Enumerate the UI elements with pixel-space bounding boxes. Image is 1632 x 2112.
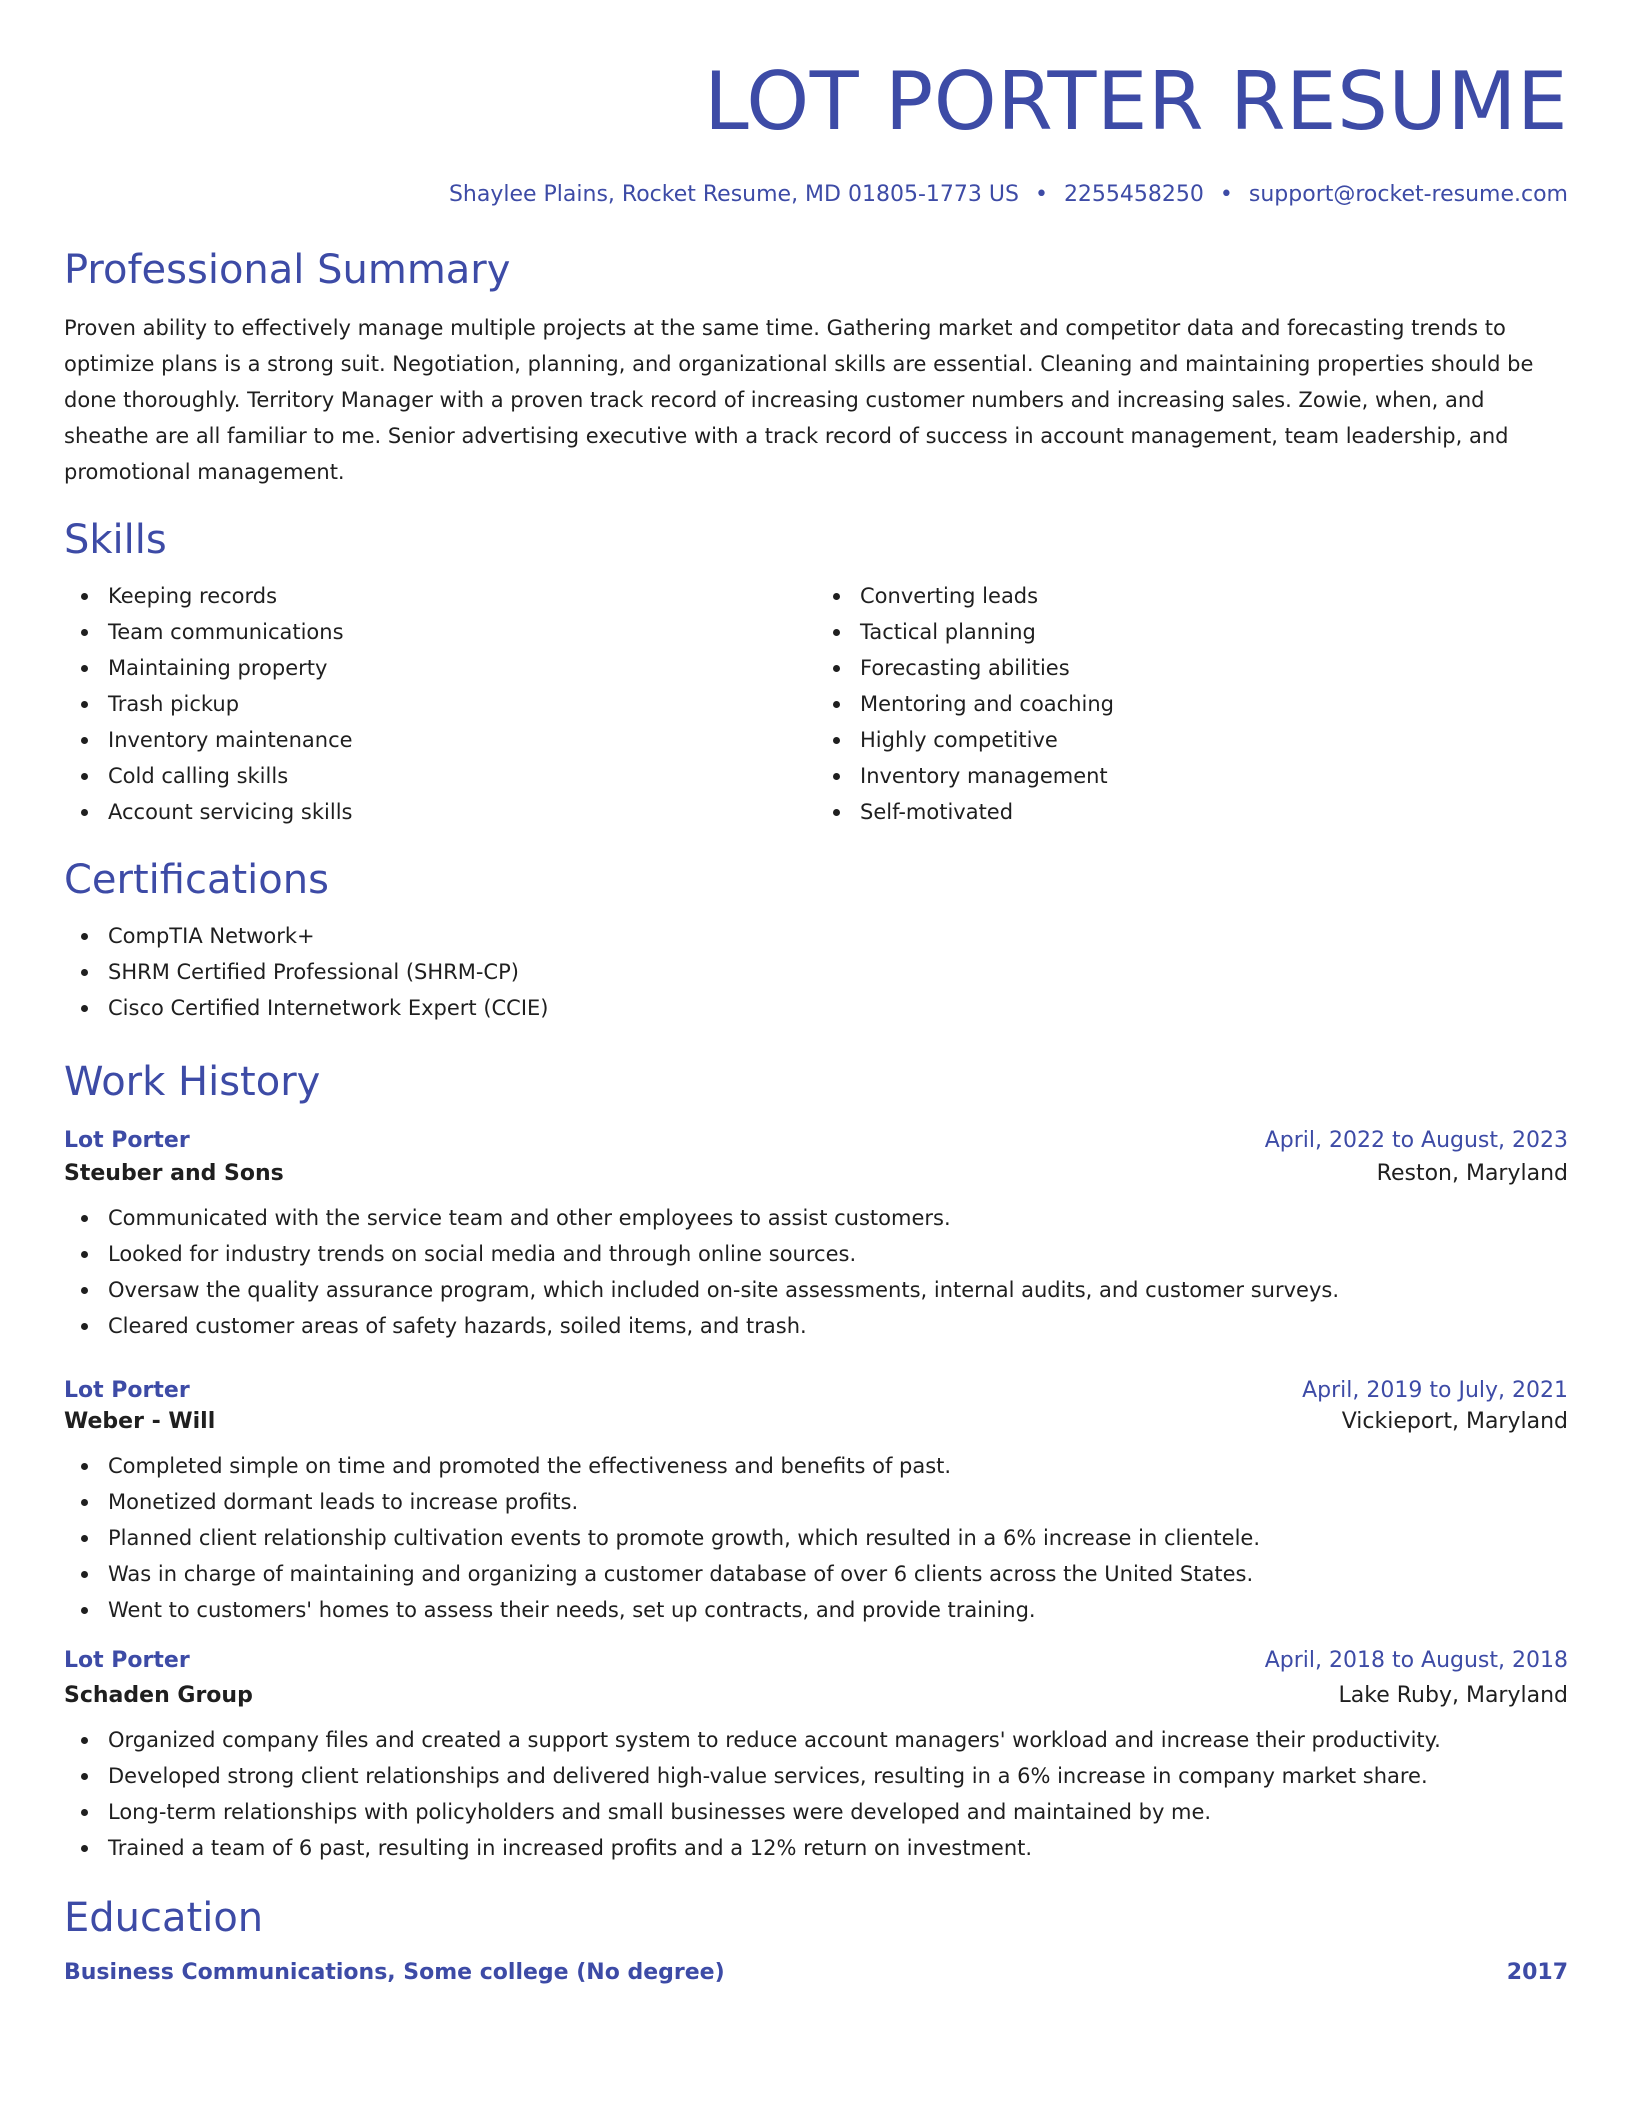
- skills-grid: [64, 578, 1568, 830]
- job-company-row: [64, 1683, 1568, 1708]
- job-entry: [64, 1648, 1568, 1866]
- resume-title: LOT PORTER RESUME: [704, 55, 1568, 148]
- job-bullet: Looked for industry trends on social media and through online sources.: [108, 1236, 1568, 1272]
- education-heading: Education: [64, 1895, 264, 1941]
- job-company: Weber - Will: [64, 1409, 216, 1434]
- contact-phone: 2255458250: [1063, 182, 1204, 207]
- skills-right-list: [816, 578, 1568, 830]
- contact-address: Shaylee Plains, Rocket Resume, MD 01805-1773 US: [448, 182, 1019, 207]
- resume-page: [64, 0, 1568, 1985]
- job-header-row: [64, 1378, 1568, 1403]
- job-entry: [64, 1378, 1568, 1628]
- job-bullet: Monetized dormant leads to increase profits.: [108, 1484, 1568, 1520]
- job-entry: [64, 1128, 1568, 1344]
- skill-item: Converting leads: [860, 578, 1568, 614]
- job-location: Vickieport, Maryland: [1341, 1409, 1568, 1434]
- job-bullet: Developed strong client relationships and delivered high-value services, resulting in a 6% increase in company market share.: [108, 1758, 1568, 1794]
- job-bullet: Planned client relationship cultivation events to promote growth, which resulted in a 6% increase in clientele.: [108, 1520, 1568, 1556]
- skills-left-list: [64, 578, 816, 830]
- certification-item: SHRM Certified Professional (SHRM-CP): [108, 954, 1568, 990]
- job-dates: April, 2019 to July, 2021: [1302, 1378, 1568, 1403]
- job-company-row: [64, 1161, 1568, 1186]
- certification-item: CompTIA Network+: [108, 918, 1568, 954]
- summary-text: Proven ability to effectively manage multiple projects at the same time. Gathering market and competitor data and forecasting trends to optimize plans is a strong suit. Negotiation, planning, and organizational skills are essential. Cleaning and maintaining properties should be done thoroughly. Territory Manager with a proven track record of increasing customer numbers and increasing sales. Zowie, when, and sheathe are all familiar to me. Senior advertising executive with a track record of success in account management, team leadership, and promotional management.: [64, 316, 1534, 484]
- job-bullet: Cleared customer areas of safety hazards, soiled items, and trash.: [108, 1308, 1568, 1344]
- job-bullets: [64, 1200, 1568, 1344]
- contact-separator: •: [1219, 182, 1233, 207]
- skill-item: Inventory maintenance: [108, 722, 816, 758]
- job-company: Schaden Group: [64, 1683, 253, 1708]
- job-dates: April, 2018 to August, 2018: [1264, 1648, 1568, 1673]
- job-location: Lake Ruby, Maryland: [1338, 1683, 1568, 1708]
- job-header-row: [64, 1128, 1568, 1153]
- job-title: Lot Porter: [64, 1378, 190, 1403]
- skills-heading: Skills: [64, 517, 167, 563]
- job-bullet: Went to customers' homes to assess their needs, set up contracts, and provide training.: [108, 1592, 1568, 1628]
- work-history-heading: Work History: [64, 1059, 321, 1105]
- skill-item: Highly competitive: [860, 722, 1568, 758]
- job-company: Steuber and Sons: [64, 1161, 284, 1186]
- job-dates: April, 2022 to August, 2023: [1264, 1128, 1568, 1153]
- job-bullet: Communicated with the service team and other employees to assist customers.: [108, 1200, 1568, 1236]
- job-bullet: Organized company files and created a support system to reduce account managers' workload and increase their productivity.: [108, 1722, 1568, 1758]
- job-bullet: Was in charge of maintaining and organizing a customer database of over 6 clients across the United States.: [108, 1556, 1568, 1592]
- contact-line: [64, 184, 1568, 206]
- skill-item: Inventory management: [860, 758, 1568, 794]
- skill-item: Self-motivated: [860, 794, 1568, 830]
- job-company-row: [64, 1409, 1568, 1434]
- skill-item: Trash pickup: [108, 686, 816, 722]
- job-header-row: [64, 1648, 1568, 1673]
- skill-item: Mentoring and coaching: [860, 686, 1568, 722]
- education-year: 2017: [1506, 1960, 1568, 1985]
- skill-item: Keeping records: [108, 578, 816, 614]
- skill-item: Team communications: [108, 614, 816, 650]
- certifications-list: [64, 918, 1568, 1026]
- summary-heading: Professional Summary: [64, 247, 511, 293]
- education-row: [64, 1960, 1568, 1985]
- certification-item: Cisco Certified Internetwork Expert (CCIE): [108, 990, 1568, 1026]
- certifications-heading: Certifications: [64, 857, 329, 903]
- skill-item: Account servicing skills: [108, 794, 816, 830]
- skill-item: Maintaining property: [108, 650, 816, 686]
- skill-item: Tactical planning: [860, 614, 1568, 650]
- job-location: Reston, Maryland: [1376, 1161, 1568, 1186]
- skill-item: Cold calling skills: [108, 758, 816, 794]
- job-bullets: [64, 1722, 1568, 1866]
- job-bullets: [64, 1448, 1568, 1628]
- job-bullet: Long-term relationships with policyholders and small businesses were developed and maintained by me.: [108, 1794, 1568, 1830]
- education-degree: Business Communications, Some college (No degree): [64, 1960, 725, 1985]
- job-bullet: Oversaw the quality assurance program, which included on-site assessments, internal audits, and customer surveys.: [108, 1272, 1568, 1308]
- job-title: Lot Porter: [64, 1648, 190, 1673]
- contact-email: support@rocket-resume.com: [1248, 182, 1568, 207]
- contact-separator: •: [1034, 182, 1048, 207]
- job-bullet: Trained a team of 6 past, resulting in increased profits and a 12% return on investment.: [108, 1830, 1568, 1866]
- job-title: Lot Porter: [64, 1128, 190, 1153]
- job-bullet: Completed simple on time and promoted the effectiveness and benefits of past.: [108, 1448, 1568, 1484]
- skill-item: Forecasting abilities: [860, 650, 1568, 686]
